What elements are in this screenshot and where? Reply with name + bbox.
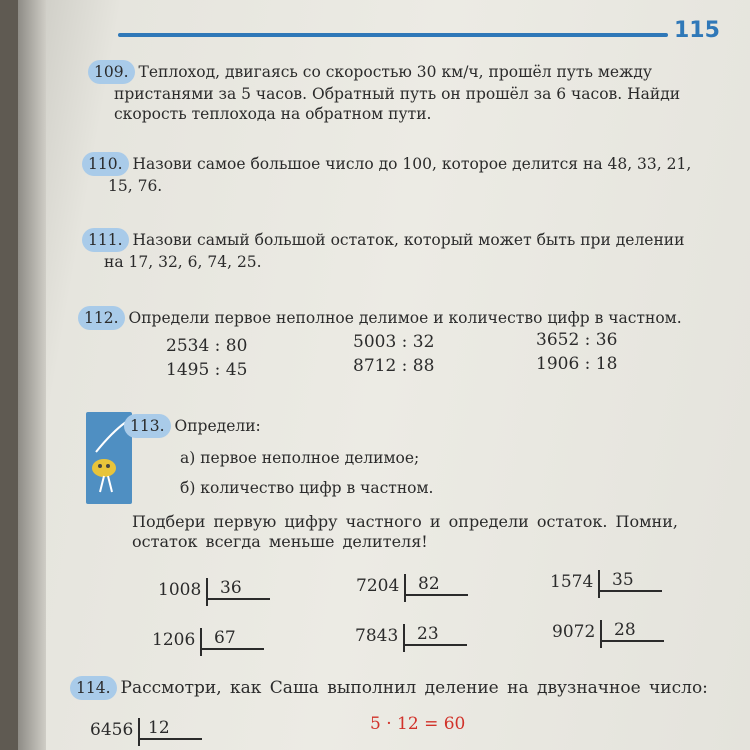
instruction-line: остаток всегда меньше делителя! (132, 532, 428, 551)
dividend: 7204 (356, 576, 400, 596)
dividend: 1574 (550, 572, 594, 592)
task-line: Назови самое большое число до 100, которое делится на 48, 33, 21, (132, 155, 692, 173)
division-1008-36 (158, 578, 358, 608)
calc-line: 5 · 12 = 60 (370, 714, 466, 734)
task-text: Определи первое неполное делимое и количество цифр в частном. (128, 309, 682, 327)
task-110 (82, 152, 702, 196)
expr-column-1 (166, 336, 247, 384)
task-line: Теплоход, двигаясь со скоростью 30 км/ч, прошёл путь между (138, 63, 653, 81)
textbook-page (18, 0, 750, 750)
division-1574-35 (550, 570, 750, 600)
divisor: 67 (214, 628, 236, 648)
task-line: на 17, 32, 6, 74, 25. (104, 253, 262, 271)
task-line: Назови самый большой остаток, который может быть при делении (132, 231, 685, 249)
dividend: 1008 (158, 580, 202, 600)
task-number: 113. (124, 414, 171, 438)
task-line: 15, 76. (108, 177, 163, 195)
task-item-b: б) количество цифр в частном. (180, 479, 434, 497)
expression: 1906 : 18 (536, 354, 618, 374)
divisor: 36 (220, 578, 242, 598)
page-number: 115 (674, 18, 720, 43)
task-113-instruction (132, 512, 742, 552)
dividend: 7843 (355, 626, 399, 646)
task-number: 111. (82, 228, 129, 252)
division-6456-12 (76, 718, 276, 748)
task-item-a: а) первое неполное делимое; (180, 449, 420, 467)
task-number: 112. (78, 306, 125, 330)
task-111 (82, 228, 702, 272)
division-7843-23 (355, 624, 555, 654)
task-113 (124, 414, 524, 498)
division-7204-82 (356, 574, 556, 604)
expr-column-3 (536, 330, 617, 378)
task-number: 110. (82, 152, 129, 176)
expression: 5003 : 32 (353, 332, 435, 352)
task-title: Определи: (174, 417, 261, 435)
task-109 (88, 60, 708, 124)
expression: 3652 : 36 (536, 330, 618, 350)
header-line (118, 33, 668, 37)
dividend: 6456 (90, 720, 134, 740)
task-114 (70, 676, 750, 700)
divisor: 23 (417, 624, 439, 644)
dividend: 9072 (552, 622, 596, 642)
divisor: 35 (612, 570, 634, 590)
expression: 1495 : 45 (166, 360, 248, 380)
expr-column-2 (353, 332, 434, 380)
task-number: 114. (70, 676, 117, 700)
dividend: 1206 (152, 630, 196, 650)
task-number: 109. (88, 60, 135, 84)
division-1206-67 (152, 628, 352, 658)
expression: 2534 : 80 (166, 336, 248, 356)
divisor: 12 (148, 718, 170, 738)
instruction-line: Подбери первую цифру частного и определи остаток. Помни, (132, 512, 678, 531)
divisor: 28 (614, 620, 636, 640)
task-text: Рассмотри, как Саша выполнил деление на двузначное число: (120, 678, 708, 698)
division-9072-28 (552, 620, 750, 650)
task-line: пристанями за 5 часов. Обратный путь он прошёл за 6 часов. Найди (114, 85, 681, 103)
task-112 (78, 306, 718, 330)
task-line: скорость теплохода на обратном пути. (114, 105, 432, 123)
divisor: 82 (418, 574, 440, 594)
expression: 8712 : 88 (353, 356, 435, 376)
